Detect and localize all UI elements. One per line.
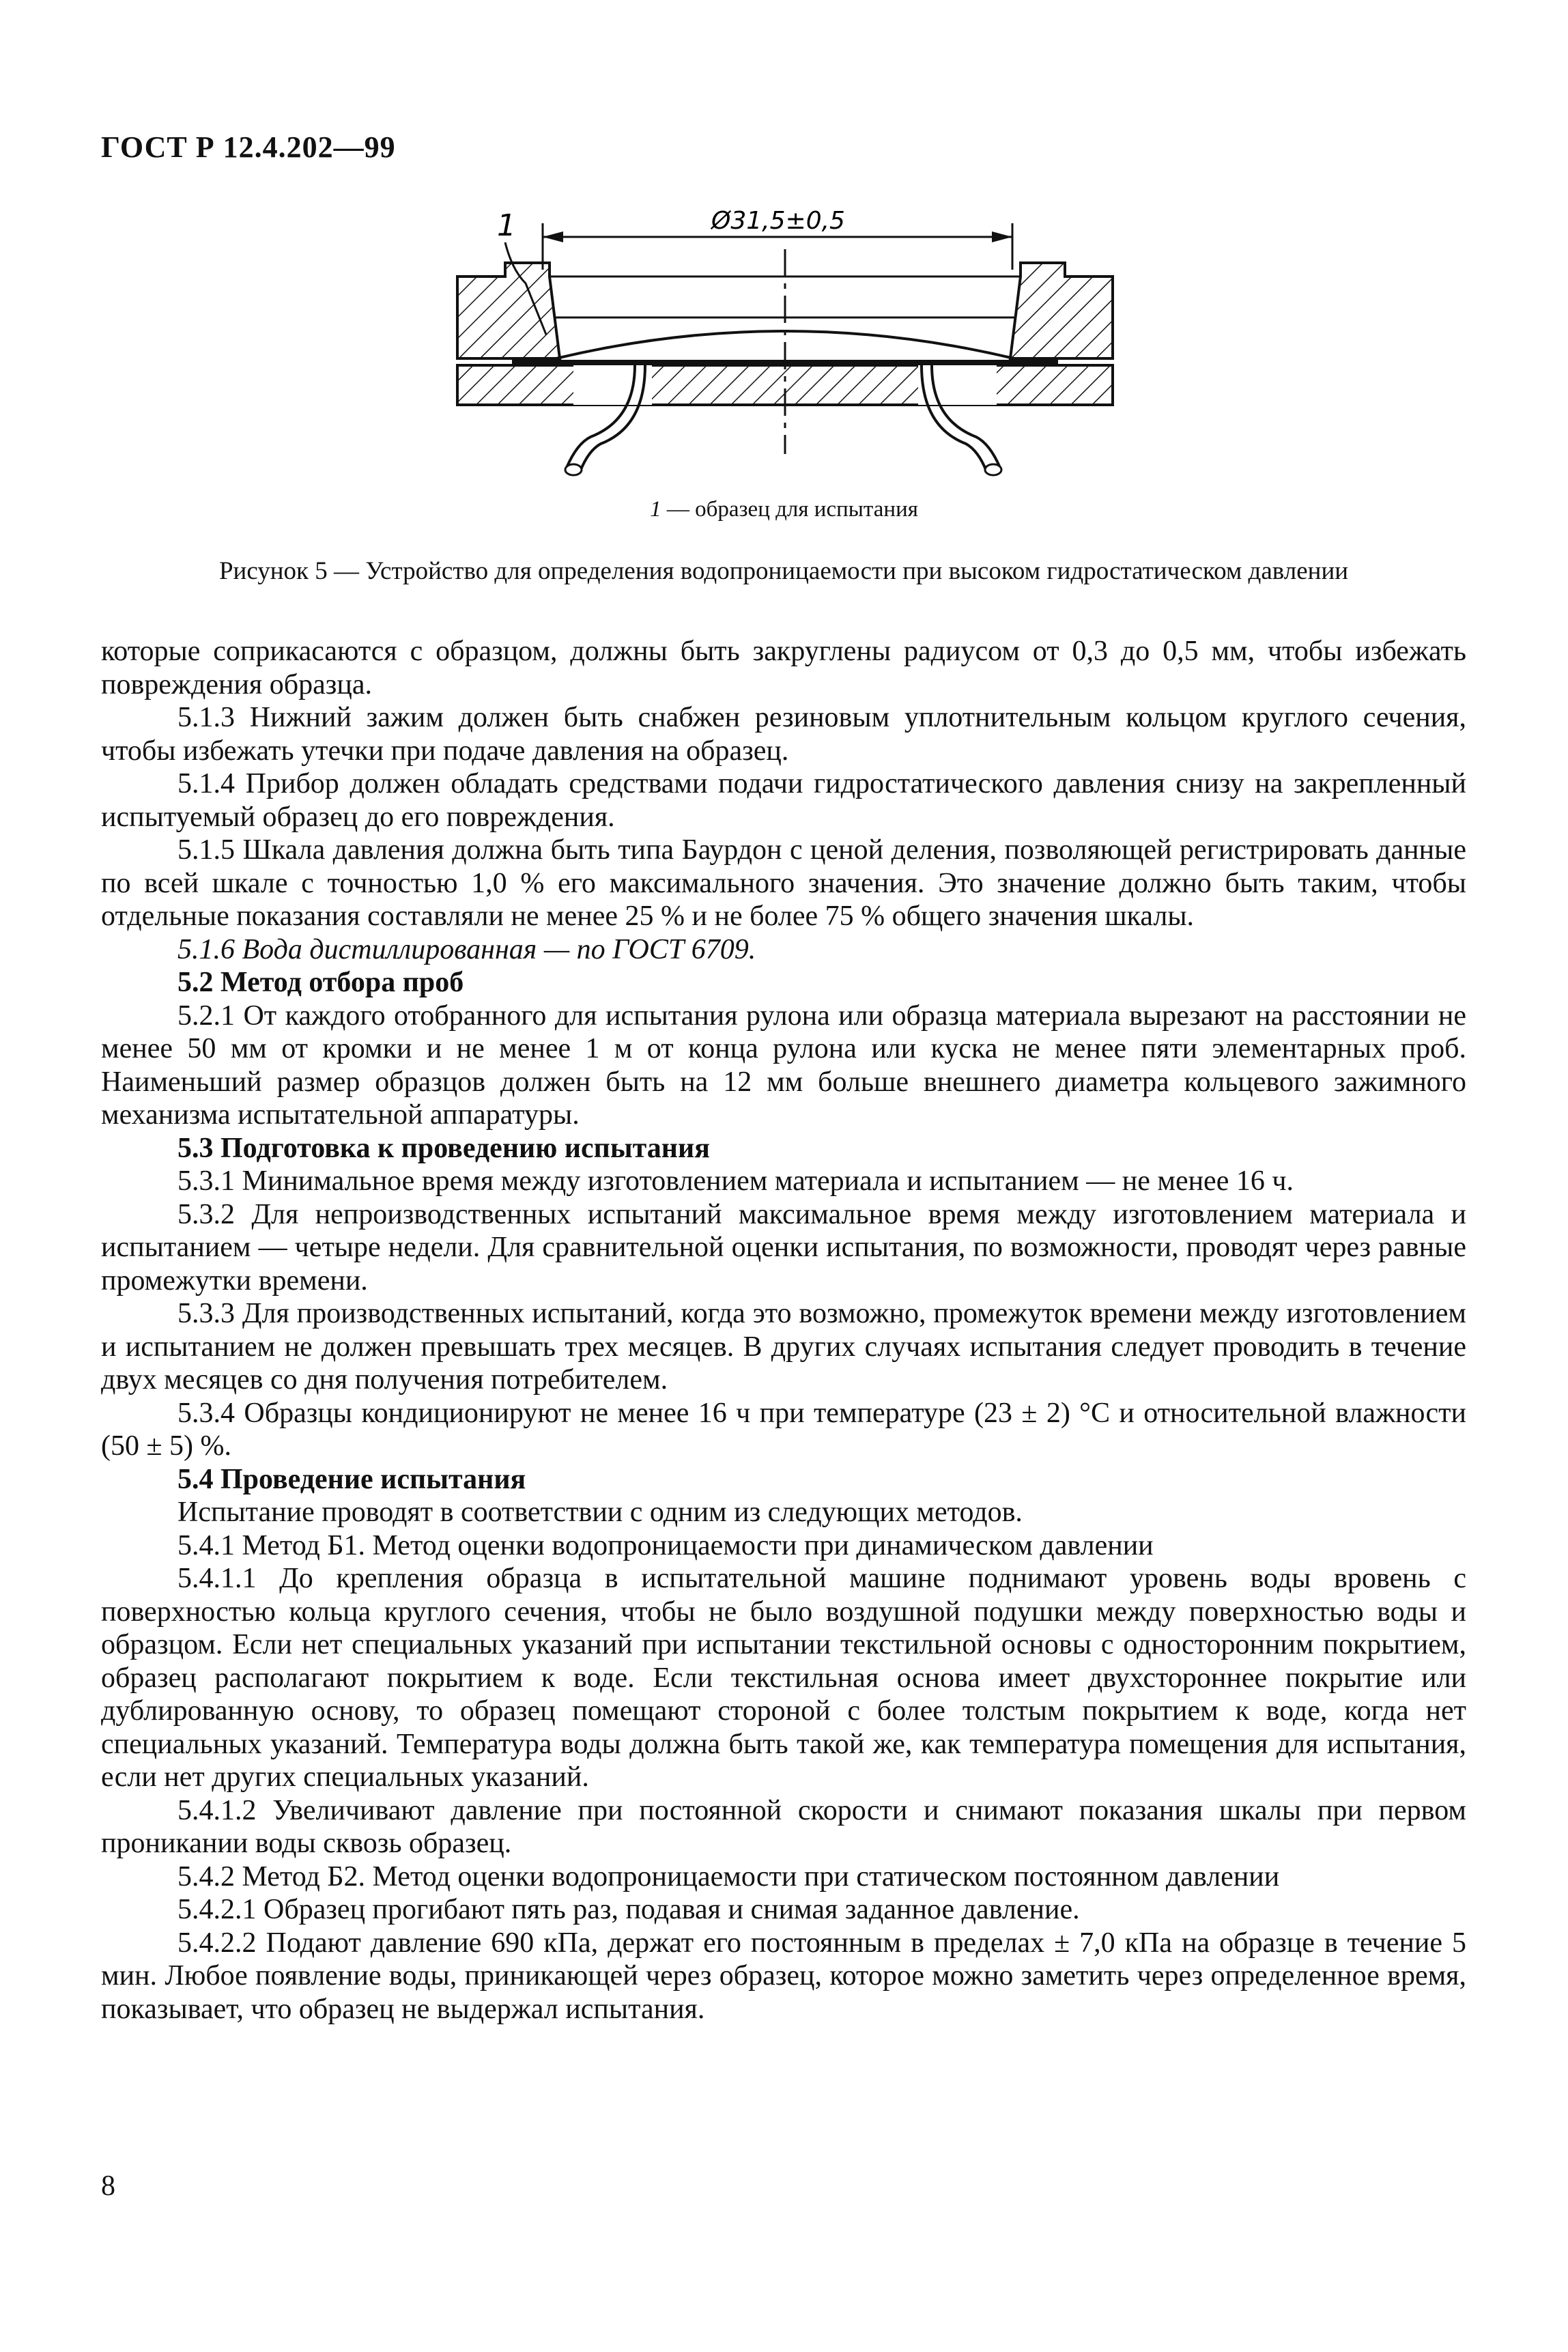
paragraph-5-3-3: 5.3.3 Для производственных испытаний, когда это возможно, промежуток времени между изготовлением и испытанием не должен превышать трех месяцев. В других случаях испытания следует проводить в течение двух месяцев со дня получения потребителем. — [101, 1298, 1466, 1395]
figure-legend — [0, 497, 1568, 522]
section-heading-5-4: 5.4 Проведение испытания — [177, 1463, 526, 1495]
figure-caption: Рисунок 5 — Устройство для определения водопроницаемости при высоком гидростатическом давлении — [218, 557, 1349, 585]
paragraph-5-3-2: 5.3.2 Для непроизводственных испытаний максимальное время между изготовлением материала и испытанием — четыре недели. Для сравнительной оценки испытания, по возможности, проводят через равные промежутки времени. — [101, 1198, 1466, 1297]
paragraph-5-3-4: 5.3.4 Образцы кондиционируют не менее 16 ч при температуре (23 ± 2) °С и относительной влажности (50 ± 5) %. — [101, 1397, 1466, 1462]
legend-text: — образец для испытания — [661, 497, 918, 522]
paragraph-5-1-6: 5.1.6 Вода дистиллированная — по ГОСТ 6709. — [177, 933, 756, 965]
paragraph-5-4-1: 5.4.1 Метод Б1. Метод оценки водопроницаемости при динамическом давлении — [177, 1529, 1154, 1561]
upper-clamp-right — [1010, 263, 1113, 358]
paragraph-5-1-3: 5.1.3 Нижний зажим должен быть снабжен резиновым уплотнительным кольцом круглого сечения, чтобы избежать утечки при подаче давления на образец. — [101, 702, 1466, 767]
diameter-label: Ø31,5±0,5 — [711, 207, 845, 235]
section-heading-5-2: 5.2 Метод отбора проб — [177, 967, 464, 998]
paragraph-5-4-1-2: 5.4.1.2 Увеличивают давление при постоянной скорости и снимают показания шкалы при первом проникании воды сквозь образец. — [101, 1794, 1466, 1859]
diameter-dimension — [543, 207, 1012, 270]
paragraph-5-2-1: 5.2.1 От каждого отобранного для испытания рулона или образца материала вырезают на расстоянии не менее 50 мм от кромки и не менее 1 м от конца рулона или куска не менее пяти элементарных проб. Наименьший размер образцов должен быть на 12 мм больше внешнего диаметра кольцевого зажимного механизма испытательной аппаратуры. — [101, 1000, 1466, 1131]
test-device-figure — [410, 195, 1160, 481]
paragraph-5-4-2-1: 5.4.2.1 Образец прогибают пять раз, подавая и снимая заданное давление. — [177, 1894, 1080, 1925]
paragraph-5-4-2-2: 5.4.2.2 Подают давление 690 кПа, держат его постоянным в пределах ± 7,0 кПа на образце в течение 5 мин. Любое появление воды, приникающей через образец, которое можно заметить через определенное время, показывает, что образец не выдержал испытания. — [101, 1927, 1466, 2025]
paragraph-5-3-1: 5.3.1 Минимальное время между изготовлением материала и испытанием — не менее 16 ч. — [177, 1165, 1294, 1197]
paragraph-5-1-5: 5.1.5 Шкала давления должна быть типа Баурдон с ценой деления, позволяющей регистрировать данные по всей шкале с точностью 1,0 % его максимального значения. Это значение должно быть таким, чтобы отдельные показания составляли не менее 25 % и не более 75 % общего значения шкалы. — [101, 834, 1466, 932]
callout-number: 1 — [497, 208, 516, 243]
upper-clamp-left — [457, 263, 560, 358]
document-body — [101, 635, 1466, 2026]
paragraph-5-4-intro: Испытание проводят в соответствии с одним из следующих методов. — [177, 1497, 1023, 1528]
document-header: ГОСТ Р 12.4.202—99 — [101, 130, 396, 164]
paragraph-5-4-1-1: 5.4.1.1 До крепления образца в испытательной машине поднимают уровень воды вровень с поверхностью кольца круглого сечения, чтобы не было воздушной подушки между поверхностью воды и образцом. Если нет специальных указаний при испытании текстильной основы с односторонним покрытием, образец располагают покрытием к воде. Если текстильная основа имеет двухстороннее покрытие или дублированную основу, то образец помещают стороной с более толстым покрытием к воде, когда нет специальных указаний. Температура воды должна быть такой же, как температура помещения для испытания, если нет других специальных указаний. — [101, 1563, 1466, 1793]
section-heading-5-3: 5.3 Подготовка к проведению испытания — [177, 1132, 710, 1164]
legend-number: 1 — [650, 497, 661, 522]
page-number: 8 — [101, 2170, 115, 2202]
paragraph-continuation: которые соприкасаются с образцом, должны быть закруглены радиусом от 0,3 до 0,5 мм, чтобы избежать повреждения образца. — [101, 636, 1466, 700]
paragraph-5-1-4: 5.1.4 Прибор должен обладать средствами подачи гидростатического давления снизу на закрепленный испытуемый образец до его повреждения. — [101, 768, 1466, 833]
paragraph-5-4-2: 5.4.2 Метод Б2. Метод оценки водопроницаемости при статическом постоянном давлении — [177, 1860, 1280, 1893]
